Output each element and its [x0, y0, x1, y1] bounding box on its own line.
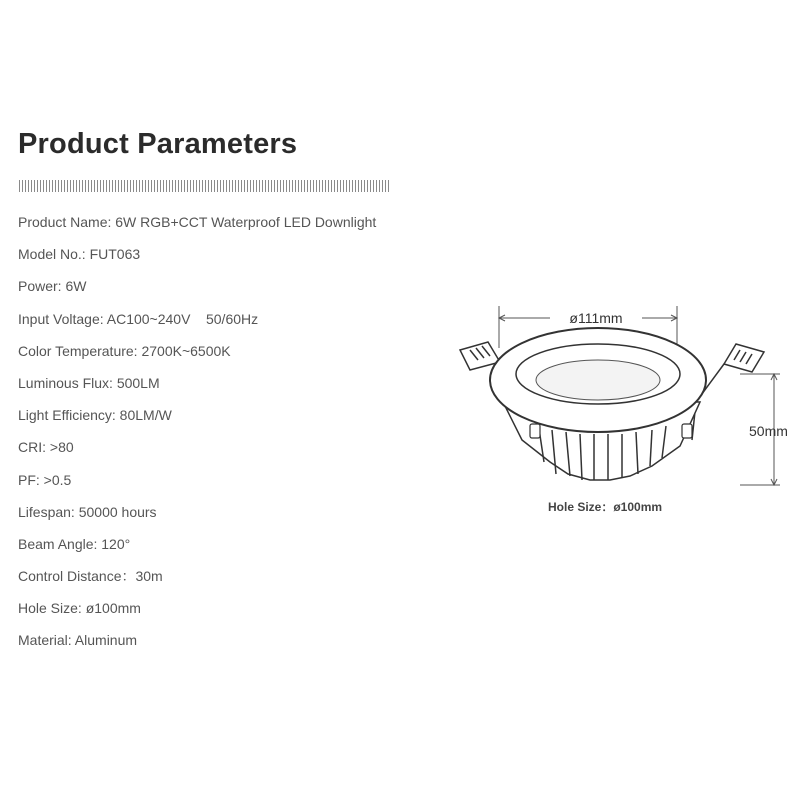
param-pf: PF: >0.5: [18, 471, 72, 488]
param-model-no: Model No.: FUT063: [18, 246, 141, 263]
downlight-drawing: [440, 290, 800, 530]
param-luminous-flux: Luminous Flux: 500LM: [18, 374, 160, 391]
param-control-distance: Control Distance：30m: [18, 568, 163, 585]
param-input-voltage: Input Voltage: AC100~240V 50/60Hz: [18, 310, 259, 327]
height-label: 50mm: [749, 423, 788, 439]
param-beam-angle: Beam Angle: 120°: [18, 535, 131, 552]
lens: [536, 360, 660, 400]
param-color-temperature: Color Temperature: 2700K~6500K: [18, 342, 231, 359]
page-title: Product Parameters: [18, 128, 298, 160]
param-material: Material: Aluminum: [18, 632, 138, 649]
downlight-dimension-diagram: [440, 290, 800, 530]
width-label: ø111mm: [569, 310, 623, 326]
param-hole-size: Hole Size: ø100mm: [18, 600, 141, 617]
parameter-list: [18, 212, 376, 663]
param-lifespan: Lifespan: 50000 hours: [18, 503, 157, 520]
param-product-name: Product Name: 6W RGB+CCT Waterproof LED Downlight: [18, 214, 377, 230]
param-cri: CRI: >80: [18, 439, 74, 456]
title-divider: [19, 180, 391, 192]
param-power: Power: 6W: [18, 278, 87, 295]
hole-size-caption: Hole Size：ø100mm: [548, 500, 663, 514]
param-light-efficiency: Light Efficiency: 80LM/W: [18, 407, 172, 424]
